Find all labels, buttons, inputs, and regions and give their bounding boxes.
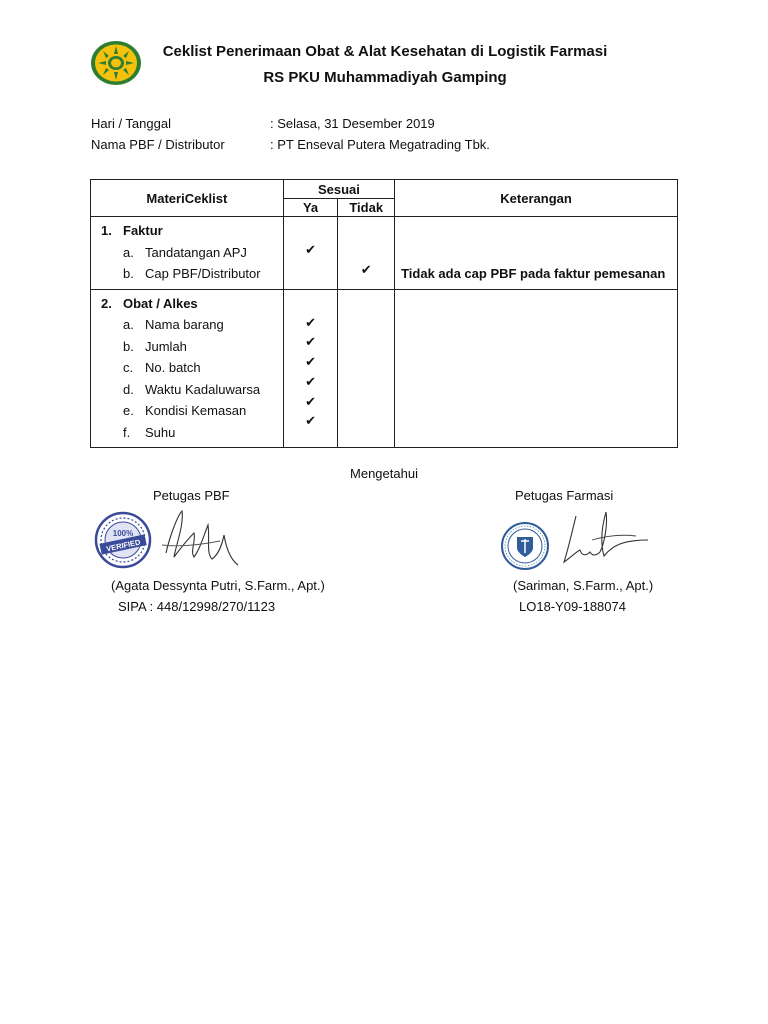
right-signatory-id: LO18-Y09-188074 xyxy=(519,599,626,614)
list-item xyxy=(101,242,283,264)
left-signatory-name: (Agata Dessynta Putri, S.Farm., Apt.) xyxy=(111,578,325,593)
item-label: Suhu xyxy=(145,424,176,440)
item-letter: e. xyxy=(123,403,134,418)
item-letter: d. xyxy=(123,381,134,397)
header-sesuai: Sesuai xyxy=(283,180,394,199)
check-mark: ✔ xyxy=(305,393,316,409)
petugas-farmasi-label: Petugas Farmasi xyxy=(515,488,614,503)
list-item xyxy=(101,314,283,336)
list-item xyxy=(101,400,283,422)
list-item xyxy=(101,336,283,358)
section-title-row xyxy=(101,220,283,242)
item-letter: a. xyxy=(123,244,134,260)
check-mark: ✔ xyxy=(305,241,316,257)
signature-sariman-icon xyxy=(556,506,652,570)
stamp-verified: VERIFIED xyxy=(105,537,142,554)
section-title-row xyxy=(101,293,283,315)
check-mark: ✔ xyxy=(305,354,316,370)
distributor-value: : PT Enseval Putera Megatrading Tbk. xyxy=(270,137,490,152)
date-label: Hari / Tanggal xyxy=(91,116,171,131)
item-letter: f. xyxy=(123,424,131,440)
item-label: Waktu Kadaluwarsa xyxy=(145,381,261,397)
item-letter: b. xyxy=(123,266,134,281)
item-label: Jumlah xyxy=(145,338,187,354)
header-materi: MateriCeklist xyxy=(91,180,284,217)
check-mark: ✔ xyxy=(305,373,316,389)
left-signatory-id: SIPA : 448/12998/270/1123 xyxy=(118,599,276,614)
distributor-label: Nama PBF / Distributor xyxy=(91,137,225,152)
check-mark: ✔ xyxy=(360,261,372,277)
list-item xyxy=(101,263,283,285)
header-tidak: Tidak xyxy=(338,199,395,217)
petugas-pbf-label: Petugas PBF xyxy=(153,488,230,503)
header-ya: Ya xyxy=(283,199,338,217)
section-title: Faktur xyxy=(123,223,163,238)
list-item xyxy=(101,379,283,401)
item-label: No. batch xyxy=(145,360,201,375)
keterangan-text: Tidak ada cap PBF pada faktur pemesanan xyxy=(401,266,666,281)
section-faktur xyxy=(91,217,678,290)
item-label: Cap PBF/Distributor xyxy=(145,266,261,281)
check-mark xyxy=(284,260,338,280)
page-title: Ceklist Penerimaan Obat & Alat Kesehatan di Logistik Farmasi xyxy=(162,43,608,60)
date-value: : Selasa, 31 Desember 2019 xyxy=(270,116,435,131)
right-signatory-name: (Sariman, S.Farm., Apt.) xyxy=(513,578,654,593)
check-mark: ✔ xyxy=(305,314,316,330)
header-keterangan: Keterangan xyxy=(395,180,678,217)
item-letter: b. xyxy=(123,338,134,354)
item-letter: c. xyxy=(123,360,134,375)
muhammadiyah-sun-logo-icon xyxy=(90,40,142,86)
keterangan-text xyxy=(401,242,677,264)
item-label: Tandatangan APJ xyxy=(145,244,247,260)
section-title: Obat / Alkes xyxy=(123,295,198,311)
item-label: Nama barang xyxy=(145,317,224,332)
institution-seal-icon xyxy=(500,521,550,571)
list-item xyxy=(101,422,283,444)
section-obat-alkes xyxy=(91,289,678,448)
check-mark xyxy=(338,240,394,260)
page-subtitle: RS PKU Muhammadiyah Gamping xyxy=(263,69,507,86)
item-label: Kondisi Kemasan xyxy=(145,403,247,418)
mengetahui-label: Mengetahui xyxy=(350,466,418,481)
item-letter: a. xyxy=(123,317,134,332)
section-number: 2. xyxy=(101,295,112,311)
stamp-percent: 100% xyxy=(112,529,134,538)
check-mark: ✔ xyxy=(305,413,316,429)
verified-stamp-icon xyxy=(94,511,152,569)
signature-agata-icon xyxy=(160,505,240,571)
list-item xyxy=(101,357,283,379)
checklist-table xyxy=(90,179,678,448)
section-number: 1. xyxy=(101,223,112,238)
check-mark: ✔ xyxy=(305,334,316,350)
